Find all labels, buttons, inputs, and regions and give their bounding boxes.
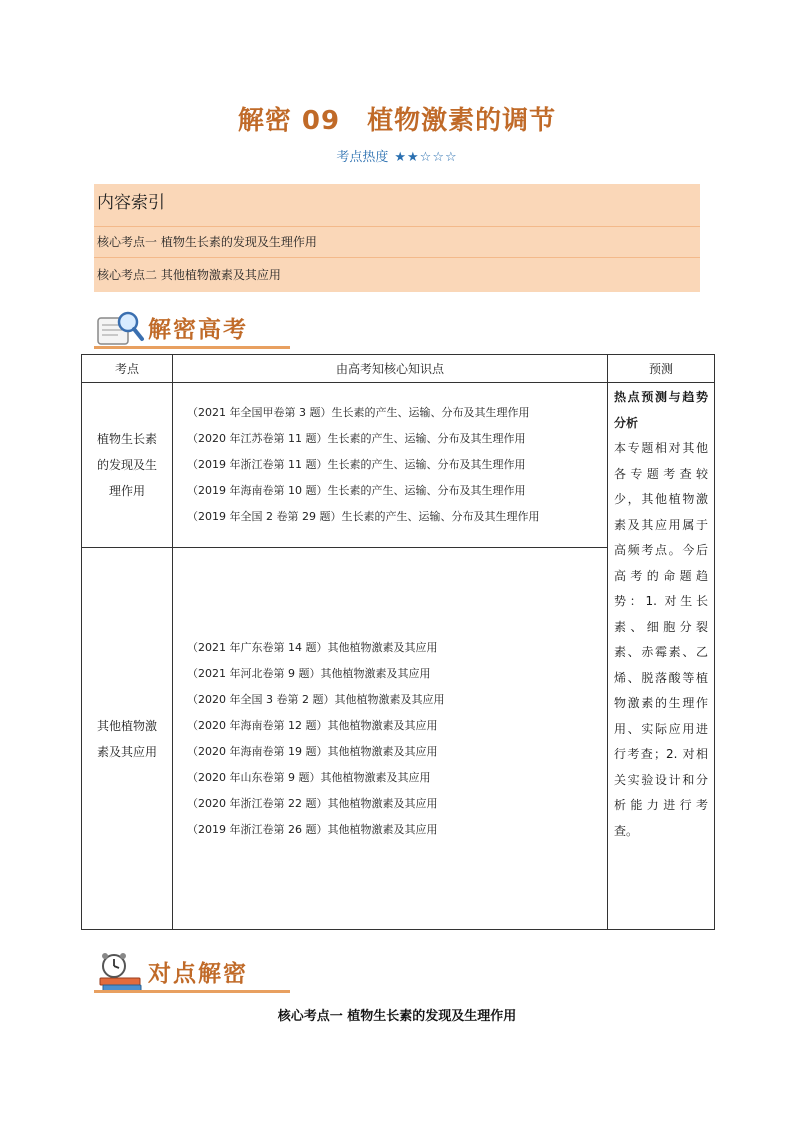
- divider: [94, 226, 700, 227]
- question-item: （2019 年浙江卷第 26 题）其他植物激素及其应用: [187, 822, 438, 836]
- question-item: （2020 年江苏卷第 11 题）生长素的产生、运输、分布及其生理作用: [187, 432, 526, 445]
- question-item: （2020 年海南卷第 19 题）其他植物激素及其应用: [187, 744, 438, 758]
- banner-underline: [94, 346, 290, 349]
- banner-label: 解密高考: [148, 317, 248, 343]
- prediction-heading: 热点预测与趋势分析: [614, 390, 708, 430]
- topic-cell: 植物生长素的发现及生理作用: [82, 383, 173, 548]
- page-title: 解密 09 植物激素的调节: [237, 106, 557, 136]
- table-header: 由高考知核心知识点: [173, 355, 608, 383]
- question-item: （2020 年山东卷第 9 题）其他植物激素及其应用: [187, 770, 431, 784]
- question-item: （2020 年浙江卷第 22 题）其他植物激素及其应用: [187, 796, 438, 810]
- exam-banner: [94, 308, 294, 352]
- clock-books-icon: [94, 952, 146, 994]
- topic-cell: 其他植物激素及其应用: [82, 548, 173, 930]
- question-item: （2021 年河北卷第 9 题）其他植物激素及其应用: [187, 666, 431, 680]
- banner-underline: [94, 990, 290, 993]
- star-rating-icon: ★★☆☆☆: [394, 150, 458, 165]
- question-item: （2019 年海南卷第 10 题）生长素的产生、运输、分布及其生理作用: [187, 484, 526, 497]
- notebook-magnifier-icon: [94, 308, 146, 348]
- index-item-1: 核心考点一 植物生长素的发现及生理作用: [97, 235, 317, 249]
- index-heading: 内容索引: [97, 193, 165, 213]
- question-item: （2020 年全国 3 卷第 2 题）其他植物激素及其应用: [187, 692, 445, 706]
- banner-label: 对点解密: [148, 961, 248, 987]
- question-item: （2021 年广东卷第 14 题）其他植物激素及其应用: [187, 640, 438, 654]
- table-row: [82, 383, 715, 548]
- points-banner: [94, 952, 294, 996]
- divider: [94, 257, 700, 258]
- prediction-cell: [608, 383, 715, 930]
- question-item: （2019 年浙江卷第 11 题）生长素的产生、运输、分布及其生理作用: [187, 458, 526, 471]
- question-item: （2020 年海南卷第 12 题）其他植物激素及其应用: [187, 718, 438, 732]
- question-list: [173, 548, 608, 930]
- table-header: 预测: [608, 355, 715, 383]
- content-index: [94, 184, 700, 292]
- question-item: （2019 年全国 2 卷第 29 题）生长素的产生、运输、分布及其生理作用: [187, 510, 540, 523]
- core-point-title: 核心考点一 植物生长素的发现及生理作用: [277, 1009, 517, 1024]
- table-header-row: [82, 355, 715, 383]
- index-item-2: 核心考点二 其他植物激素及其应用: [97, 268, 281, 282]
- question-list: [173, 383, 608, 548]
- question-item: （2021 年全国甲卷第 3 题）生长素的产生、运输、分布及其生理作用: [187, 406, 530, 419]
- table-header: 考点: [82, 355, 173, 383]
- heat-label: 考点热度: [336, 150, 389, 165]
- exam-table: [81, 354, 715, 930]
- heat-rating: [0, 146, 794, 165]
- prediction-body: 本专题相对其他各专题考查较少，其他植物激素及其应用属于高频考点。今后高考的命题趋势：1. 对生长素、细胞分裂素、赤霉素、乙烯、脱落酸等植物激素的生理作用、实际应用进行考查；2. 对相关实验设计和分析能力进行考查。: [614, 441, 708, 838]
